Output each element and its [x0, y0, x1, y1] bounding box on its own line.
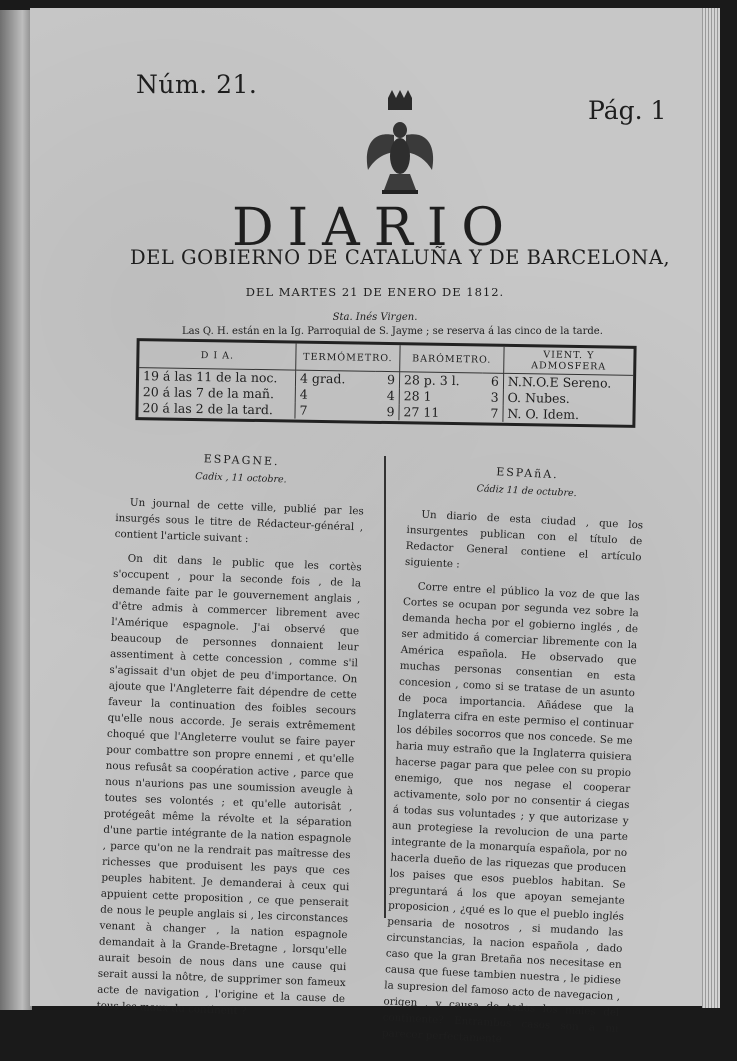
cell-viento: N. O. Idem.	[507, 405, 580, 423]
cell-term: 4 grad.	[299, 370, 346, 387]
cell-dia: 19 á las 11 de la noc.	[139, 368, 296, 387]
issue-number: Núm. 21.	[136, 70, 258, 99]
cell-baro: 28 p. 3 l.	[403, 372, 460, 389]
quarent-hours-notice: Las Q. H. están en la Ig. Parroquial de S. Jayme ; se reserva á las cinco de la tarde.	[182, 326, 603, 337]
spanish-paragraph: Un diario de esta ciudad , que los insurgentes publican con el título de Redactor General contiene el artículo siguiente :	[404, 508, 644, 571]
column-divider	[384, 456, 386, 918]
french-paragraph: On dit dans le public que les cortès s'occupent , pour la seconde fois , de la demande faite par le gouvernement anglais , d'être admis à commercer librement avec l'Amérique espagnole. J'ai observé que beaucoup de personnes donnaient leur assentiment à cette concession , comme s'il s'agissait d'un objet de peu d'importance. On ajoute que l'Angleterre fait dépendre de cette faveur la continuation des foibles secours qu'elle nous accorde. Je serais extrêmement choqué que l'Angleterre voulut se faire payer pour combattre son propre ennemi , et qu'elle nous refusât sa coopération active , parce que nous n'aurions pas une soumission aveugle à toutes ses volontés ; et qu'elle autorisât , protégeât même la révolte et la séparation d'une partie intégrante de la nation espagnole , parce qu'on ne la rendrait pas maîtresse des richesses que produisent les pays que ces peuples habitent. Je demanderai à ceux qui appuient cette proposition , ce que penserait de nous le peuple anglais si , les circonstances venant à changer , la nation espagnole demandait à la Grande-Bretagne , lorsqu'elle aurait besoin de nous dans une cause qui serait aussi la nôtre, de supprimer son fameux acte de navigation , l'origine et la cause de tous les maux du continent ?	[96, 552, 362, 1018]
cell-term-b: 9	[375, 371, 400, 388]
header-termometro: TERMÓMETRO.	[296, 344, 400, 372]
cell-dia: 20 á las 2 de la tard.	[138, 400, 295, 418]
cell-term: 7	[299, 402, 308, 418]
header-dia: D I A.	[139, 341, 296, 370]
issue-date: DEL MARTES 21 DE ENERO DE 1812.	[245, 285, 505, 299]
cell-term: 4	[299, 386, 308, 402]
newspaper-page	[30, 8, 720, 1046]
masthead-subtitle: DEL GOBIERNO DE CATALUÑA Y DE BARCELONA,	[130, 246, 671, 269]
french-column	[96, 448, 366, 1031]
cell-term-b: 9	[375, 404, 400, 420]
cell-baro-b: 7	[482, 406, 503, 422]
masthead-title: DIARIO	[231, 198, 519, 258]
cell-baro: 27 11	[403, 404, 440, 420]
crowned-eagle-emblem	[360, 90, 440, 210]
left-page-edge	[0, 10, 32, 1010]
cell-viento: O. Nubes.	[507, 389, 570, 406]
header-viento: VIENT. Y ADMOSFERA	[503, 347, 633, 376]
cell-baro-b: 6	[482, 373, 503, 390]
french-paragraph: Un journal de cette ville, publié par les insurgés sous le titre de Rédacteur-général , contient l'article suivant :	[114, 496, 364, 546]
cell-viento: N.N.O.E Sereno.	[507, 373, 612, 391]
cell-term-b: 4	[375, 388, 400, 404]
weather-table	[135, 338, 636, 428]
page-number: Pág. 1	[588, 96, 667, 125]
spanish-paragraph: Corre entre el público la voz de que las Cortes se ocupan por segunda vez sobre la demanda hecha por el gobierno inglés , de ser admitido á comerciar libremente con la América española. He observado que muchas personas consentian en esta concesion , como si se tratase de un asunto de poca importancia. Añádese que la Inglaterra cifra en este permiso el continuar los débiles socorros que nos concede. Se me haria muy estraño que la Inglaterra quisiera hacerse pagar para que pelee con su propio enemigo, que nos negase el cooperar activamente, solo por no consentir á ciegas á todas sus voluntades ; y que autorizase y aun protegiese la revolucion de una parte integrante de la monarquía española, por no hacerla dueño de las riquezas que producen los paises que esos pueblos habitan. Se preguntará á los que apoyan semejante proposicion , ¿qué es lo que el pueblo inglés pensaria de nosotros , si mudando las circunstancias, la nacion española , dado caso que la gran Bretaña nos necesitase en causa que fuese tambien nuestra , le pidiese la supresion del famoso acto de navegacion , origen , y causa de todos los males del continente? Entrambos casos son á mi parecer perfectamente	[381, 580, 640, 1046]
page-stack-edge	[702, 8, 720, 1008]
cell-baro: 28 1	[403, 388, 432, 404]
header-barometro: BARÓMETRO.	[400, 345, 504, 373]
french-dateline: Cadix , 11 octobre.	[195, 470, 287, 486]
cell-dia: 20 á las 7 de la mañ.	[139, 384, 296, 402]
saint-of-day: Sta. Inés Virgen.	[332, 312, 418, 323]
spanish-column	[381, 460, 646, 1061]
french-heading: ESPAGNE.	[203, 452, 280, 469]
spanish-heading: ESPAñA.	[495, 465, 559, 482]
cell-baro-b: 3	[482, 390, 503, 406]
spanish-dateline: Cádiz 11 de octubre.	[476, 483, 577, 500]
